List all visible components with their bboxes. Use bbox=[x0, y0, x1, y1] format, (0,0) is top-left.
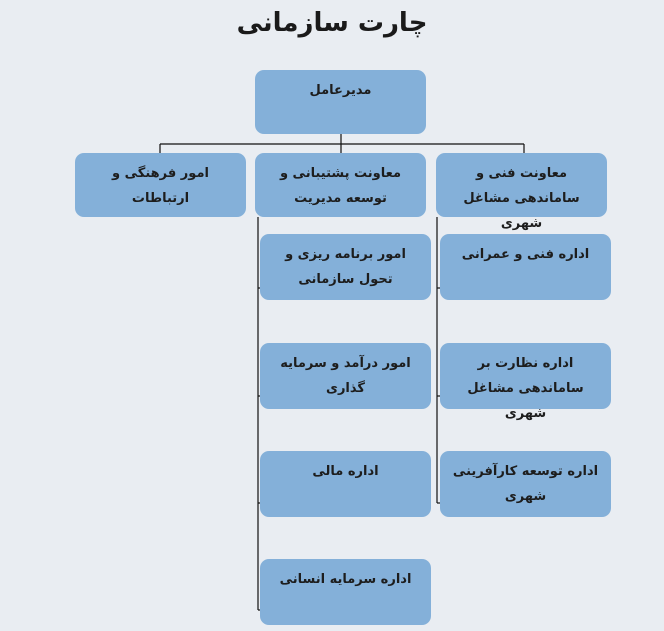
node-finance-unit[interactable]: اداره مالی bbox=[260, 451, 431, 517]
node-planning-unit[interactable]: امور برنامه ریزی و تحول سازمانی bbox=[260, 234, 431, 300]
node-support-department[interactable]: معاونت پشتیبانی و توسعه مدیریت bbox=[255, 153, 426, 217]
node-human-capital-unit[interactable]: اداره سرمایه انسانی bbox=[260, 559, 431, 625]
node-revenue-investment-unit[interactable]: امور درآمد و سرمایه گذاری bbox=[260, 343, 431, 409]
node-technical-department[interactable]: معاونت فنی و ساماندهی مشاغل شهری bbox=[436, 153, 607, 217]
node-urban-jobs-supervision-unit[interactable]: اداره نظارت بر ساماندهی مشاغل شهری bbox=[440, 343, 611, 409]
node-entrepreneurship-unit[interactable]: اداره توسعه کارآفرینی شهری bbox=[440, 451, 611, 517]
page-title: چارت سازمانی bbox=[236, 8, 428, 38]
node-civil-works-unit[interactable]: اداره فنی و عمرانی bbox=[440, 234, 611, 300]
node-ceo[interactable]: مدیرعامل bbox=[255, 70, 426, 134]
node-culture-department[interactable]: امور فرهنگی و ارتباطات bbox=[75, 153, 246, 217]
